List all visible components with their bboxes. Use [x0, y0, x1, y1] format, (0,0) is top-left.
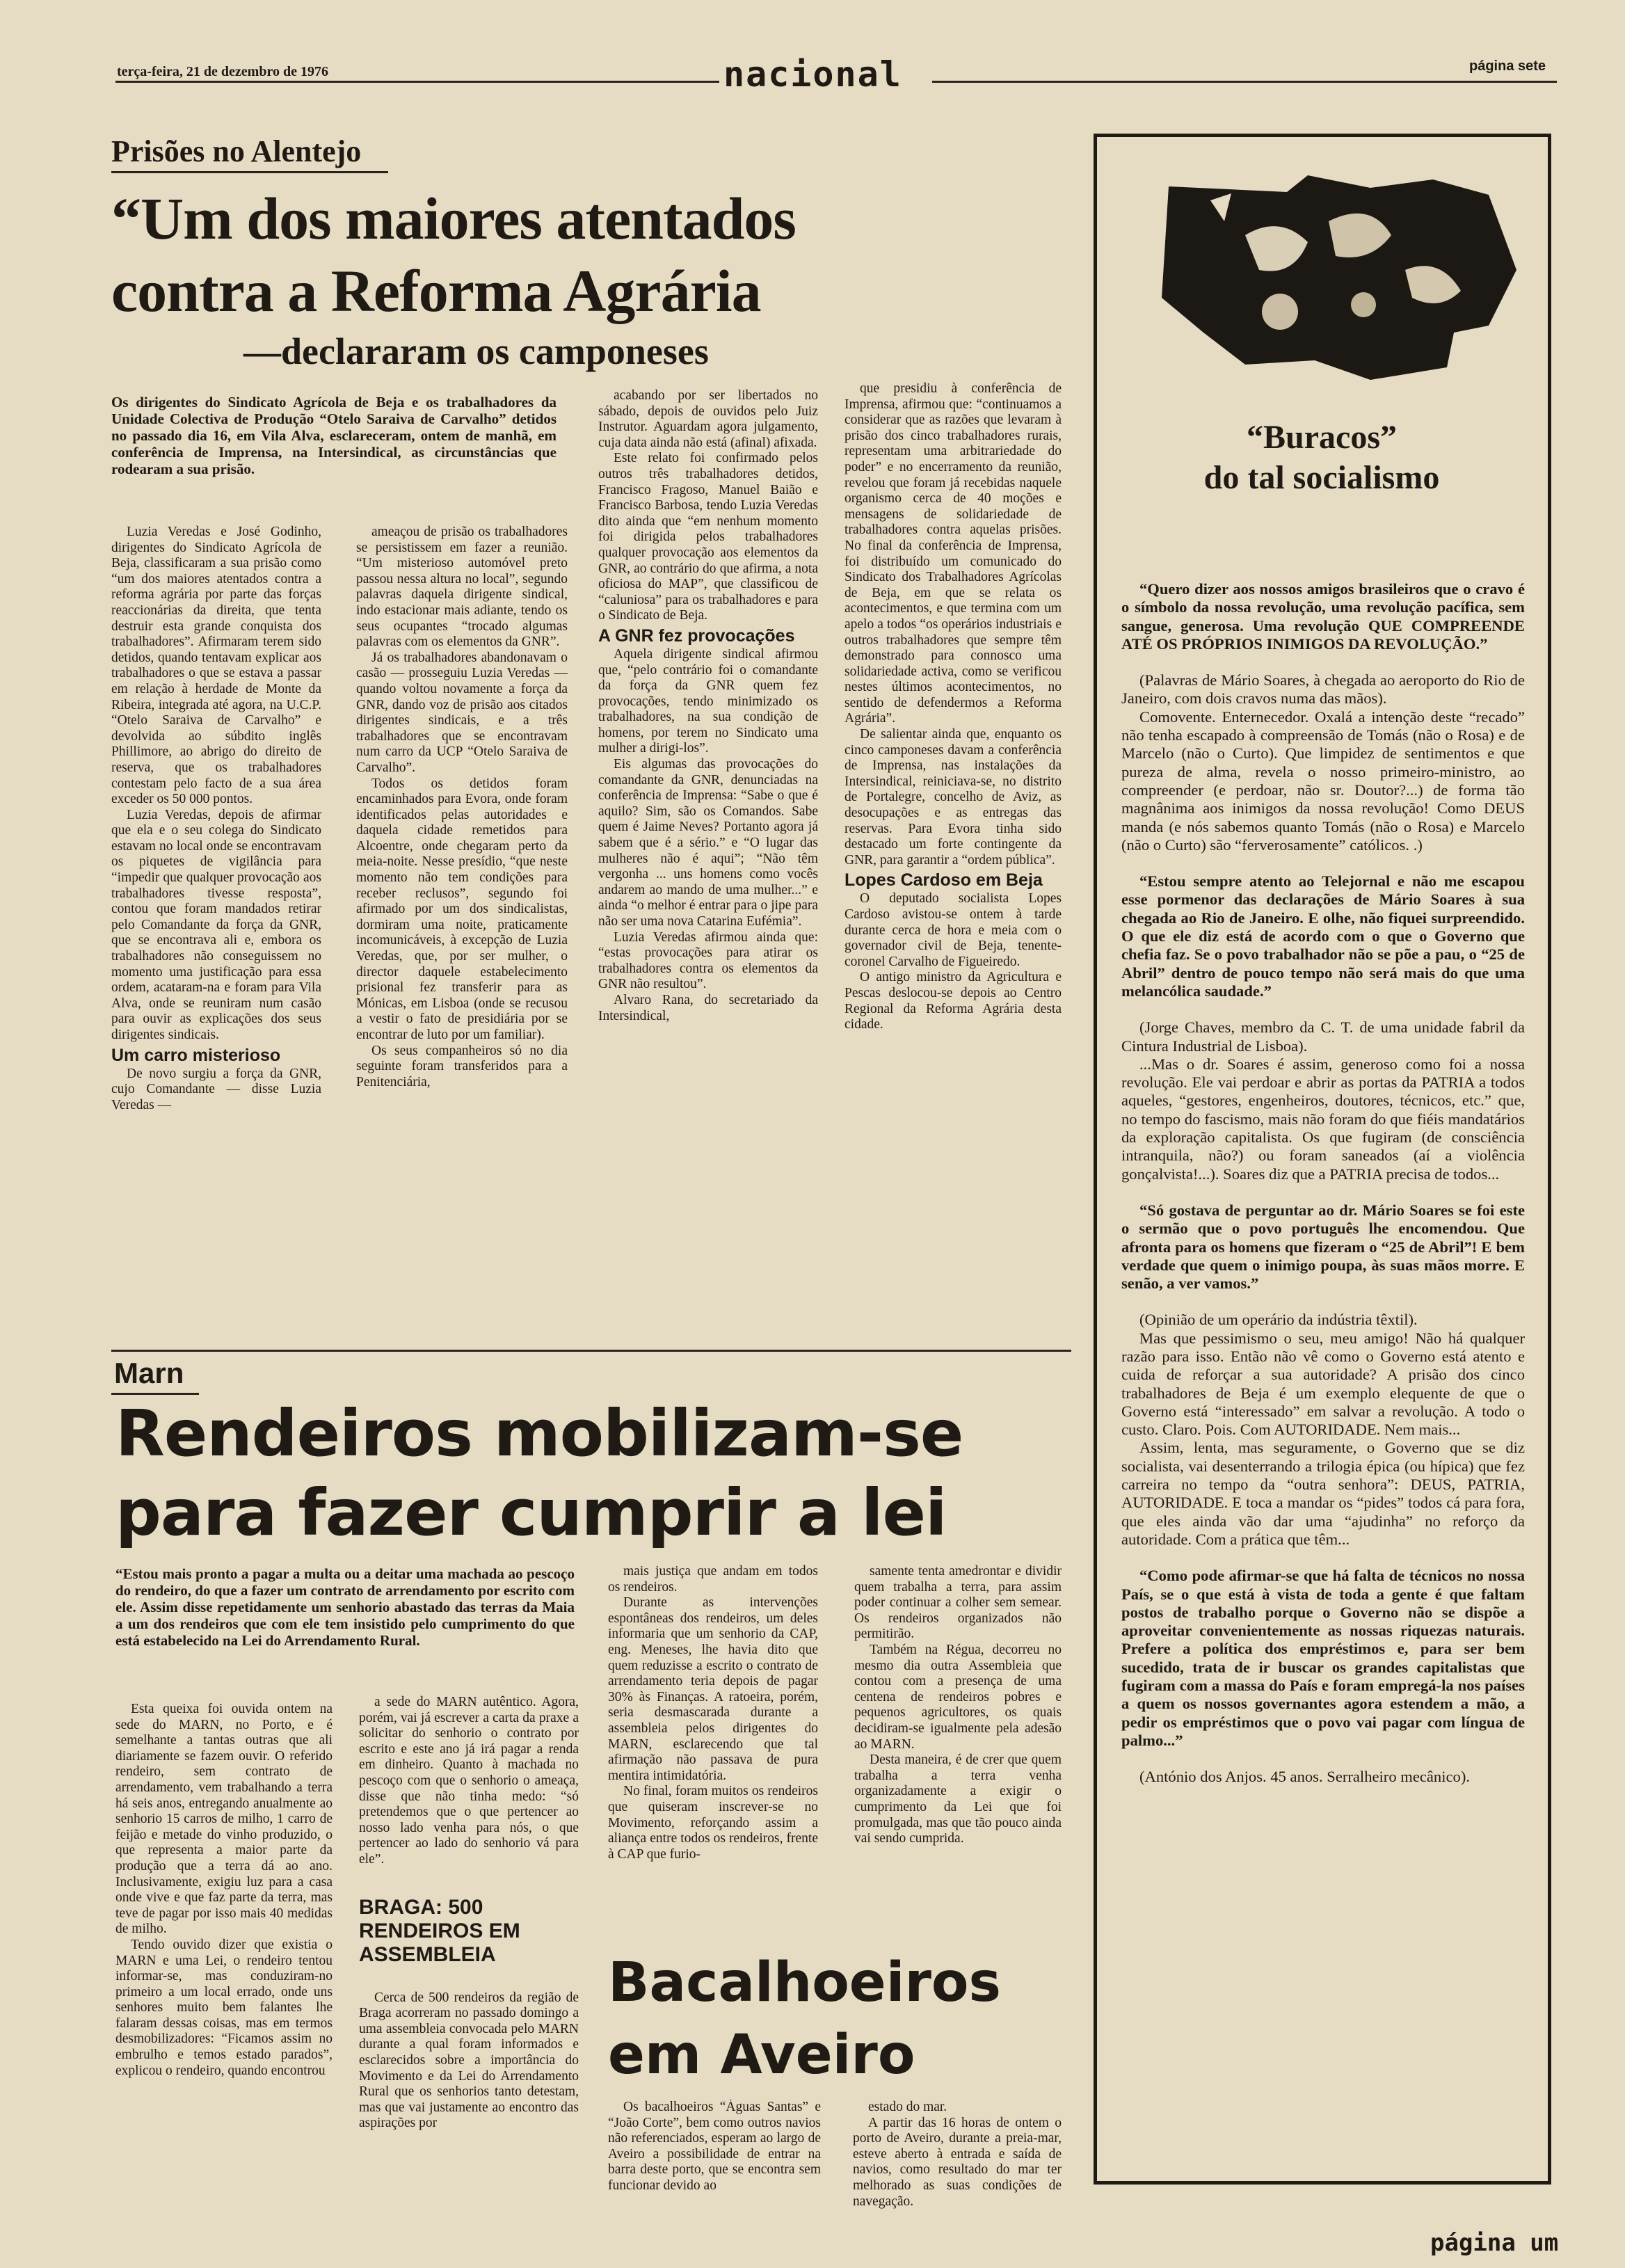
- paragraph: Os seus companheiros só no dia seguinte foram transferidos para a Penitenciária,: [356, 1043, 568, 1089]
- sidebar-quote: “Quero dizer aos nossos amigos brasileiros que o cravo é o símbolo da nossa revolução, uma revolução pacífica, sem sangue, generosa. Uma revolução QUE COMPREENDE ATÉ OS PRÓPRIOS INIMIGOS DA REVOLUÇÃO.”: [1121, 580, 1525, 653]
- sidebar-paragraph: Mas que pessimismo o seu, meu amigo! Não há qualquer razão para isso. Então não vê como o Governo está atento e cuida de reforçar a sua autoridade? A prisão dos cinco trabalhadores de Beja é um exemplo elequente de que o Governo está “interessado” em salvar a revolução. A todo o custo. Claro. Pois. Com AUTORIDADE. Nem mais...: [1121, 1329, 1525, 1439]
- header-rule-right: [932, 81, 1557, 83]
- article3-column1: [608, 2100, 821, 2239]
- article1-col1-text: [111, 525, 321, 1044]
- article2-column3: [608, 1564, 818, 1920]
- article2-col2-subhead: BRAGA: 500 RENDEIROS EM ASSEMBLEIA: [359, 1895, 520, 1966]
- issue-date: terça-feira, 21 de dezembro de 1976: [117, 64, 328, 79]
- paragraph: Todos os detidos foram encaminhados para Evora, onde foram identificados pelas autoridades e daquela cidade remetidos para Alcoentre, onde chegaram perto da meia-noite. Nesse presídio, “que neste momento não tem condições para receber reclusos”, segundo foi afirmado por um dos sindicalistas, dormiram uma noite, praticamente incomunicáveis, à excepção de Luzia Veredas, que, por ser mulher, o director daquele estabelecimento prisional fez transferir para as Mónicas, em Lisboa (onde se recusou a vestir o fato de presidiária por se encontrar de luto por um familiar).: [356, 776, 568, 1042]
- paragraph: Eis algumas das provocações do comandante da GNR, denunciadas na conferência de Imprensa: “Sabe o que é aquilo? Sim, são os Comandos. Sabe quem é Jaime Neves? Portanto agora já sabem que é a sério.” e “O lugar das mulheres não é aqui”; “Não têm vergonha ... uns homens como vocês andarem ao mando de uma mulher...” e ainda “o melhor é entrar para o jipe para não ser uma nova Catarina Eufémia”.: [598, 757, 818, 929]
- article1-title-line1: “Um dos maiores atentados: [111, 185, 796, 252]
- article2-col3-text: [608, 1564, 818, 1862]
- article3-title: [608, 1947, 1001, 2091]
- sidebar-paragraph: (Jorge Chaves, membro da C. T. de uma unidade fabril da Cintura Industrial de Lisboa).: [1121, 1019, 1525, 1055]
- article3-column2: [853, 2100, 1062, 2239]
- page-number: página sete: [1469, 58, 1546, 74]
- article1-title-line2: contra a Reforma Agrária: [111, 257, 761, 324]
- paragraph: Cerca de 500 rendeiros da região de Braga acorreram no passado domingo a uma assembleia convocada pelo MARN durante a qual foram informados e esclarecidos sobre a importância do Movimento e da Lei do Arrendamento Rural que os senhorios tanto detestam, mas que vai justamente ao encontro das aspirações por: [359, 1990, 579, 2131]
- paragraph: De salientar ainda que, enquanto os cinco camponeses davam a conferência de Imprensa, nas instalações da Intersindical, reiniciava-se, no distrito de Portalegre, concelho de Aviz, as desocupações e as entregas das reservas. Para Evora tinha sido destacado um forte contingente da GNR, para garantir a “ordem pública”.: [844, 727, 1062, 868]
- sidebar-title-line1: “Buracos”: [1247, 419, 1397, 456]
- sidebar-paragraph: (António dos Anjos. 45 anos. Serralheiro mecânico).: [1139, 1768, 1470, 1786]
- paragraph: Luzia Veredas afirmou ainda que: “estas provocações para atirar os trabalhadores contra os elementos da GNR não resultou”.: [598, 929, 818, 992]
- article1-title: [111, 182, 796, 327]
- article1-col3b-text: [598, 647, 818, 1024]
- article1-col3-subhead: A GNR fez provocações: [598, 625, 795, 646]
- paragraph: Desta maneira, é de crer que quem trabalha a terra venha organizadamente a exigir o cumprimento da Lei que foi promulgada, mas que tão pouco ainda vai sendo cumprida.: [854, 1752, 1062, 1846]
- paragraph: Luzia Veredas, depois de afirmar que ela e o seu colega do Sindicato estavam no local onde se encontravam os piquetes de vigilância para “impedir que qualquer provocação aos trabalhadores tivesse resposta”, contou que foram mandados retirar pelo Comandante da força da GNR, que se encontrava ali e, embora os trabalhadores não conseguissem no momento uma justificação para essa ordem, acataram-na e foram para Vila Alva, onde se reuniram num casão para ouvir as explicações dos seus dirigentes sindicais.: [111, 807, 321, 1042]
- article1-col3-text: [598, 388, 818, 624]
- sidebar-illustration-graphic: [1141, 159, 1530, 388]
- paragraph: Alvaro Rana, do secretariado da Intersindical,: [598, 992, 818, 1023]
- article-divider: [111, 1350, 1071, 1352]
- sidebar-paragraph: (Opinião de um operário da indústria têxtil).: [1139, 1311, 1418, 1329]
- article1-col1-subhead: Um carro misterioso: [111, 1045, 281, 1065]
- article1-col1b-text: [111, 1067, 321, 1114]
- sidebar-quote: “Estou sempre atento ao Telejornal e não me escapou esse pormenor das declarações de Mário Soares à sua chegada ao Rio de Janeiro. E olhe, não fiquei surpreendido. O que ele diz está de acordo com o que o Governo que chefia faz. Se o povo trabalhador não se põe a pau, o “25 de Abril” dentro de pouco tempo não será mais do que uma melancólica saudade.”: [1121, 872, 1525, 1000]
- paragraph: Esta queixa foi ouvida ontem na sede do MARN, no Porto, e é semelhante a tantas outras que ali diariamente se fazem ouvir. O referido rendeiro, sem contrato de arrendamento, vem trabalhando a terra há seis anos, entregando anualmente ao senhorio 15 carros de milho, 1 carro de feijão e metade do vinho produzido, o que representa a maior parte da produção que a terra dá ao ano. Inclusivamente, exigiu luz para a casa onde vive e que faz parte da terra, mas teve de pagar por isso mais 40 medidas de milho.: [115, 1702, 333, 1937]
- sidebar-paragraph: ...Mas o dr. Soares é assim, generoso como foi a nossa revolução. Ele vai perdoar e abrir as portas da PATRIA a todos aqueles, “gestores, engenheiros, doutores, técnicos, etc.” que, no tempo do fascismo, mais não foram do que fiéis mandatários da exploração capitalista. Os que fugiram (de consciência intranquila, não?) ou foram saneados (aí a violência gonçalvista!...). Soares diz que a PATRIA precisa de todos...: [1121, 1055, 1525, 1183]
- article2-title: [115, 1394, 963, 1553]
- sidebar-title: [1113, 417, 1530, 498]
- article2-col1-text: [115, 1702, 333, 2079]
- paragraph: O antigo ministro da Agricultura e Pescas deslocou-se depois ao Centro Regional da Reforma Agrária desta cidade.: [844, 970, 1062, 1032]
- article1-col4-text: [844, 381, 1062, 868]
- paragraph: ameaçou de prisão os trabalhadores se persistissem em fazer a reunião. “Um misterioso automóvel preto passou nessa altura no local”, segundo palavras daquela dirigente sindical, indo estacionar mais adiante, tendo os seus ocupantes “trocado algumas palavras com os elementos da GNR”.: [356, 525, 568, 650]
- paragraph: Os bacalhoeiros “Águas Santas” e “João Corte”, bem como outros navios não referenciados, esperam ao largo de Aveiro a possibilidade de entrar na barra deste porto, que se encontra sem funcionar devido ao: [608, 2100, 821, 2193]
- article1-lead: Os dirigentes do Sindicato Agrícola de Beja e os trabalhadores da Unidade Colectiva de Produção “Otelo Saraiva de Carvalho” detidos no passado dia 16, em Vila Alva, esclareceram, ontem de manhã, em conferência de Imprensa, na Intersindical, as circunstâncias que rodearam a sua prisão.: [111, 394, 557, 477]
- header-rule-left: [115, 81, 719, 83]
- paragraph: Já os trabalhadores abandonavam o casão — prosseguiu Luzia Veredas — quando voltou novamente a força da GNR, dando voz de prisão aos citados dirigentes sindicais, e a três trabalhadores que se encontravam num carro da UCP “Otelo Saraiva de Carvalho”.: [356, 650, 568, 775]
- paragraph: De novo surgiu a força da GNR, cujo Comandante — disse Luzia Veredas —: [111, 1066, 321, 1112]
- article2-title-line1: Rendeiros mobilizam-se: [115, 1396, 963, 1471]
- article2-column1: [115, 1702, 333, 2236]
- article1-subtitle: —declararam os camponeses: [243, 330, 709, 372]
- paragraph: Também na Régua, decorreu no mesmo dia outra Assembleia que contou com a presença de uma centena de rendeiros pobres e pequenos agricultores, os quais decidiram-se igualmente pela adesão ao MARN.: [854, 1642, 1062, 1752]
- article2-kicker: Marn: [114, 1357, 184, 1389]
- article1-col4-subhead: Lopes Cardoso em Beja: [844, 870, 1043, 891]
- paragraph: Este relato foi confirmado pelos outros três trabalhadores detidos, Francisco Fragoso, Manuel Baião e Francisco Barbosa, tendo Luzia Veredas dito ainda que “em nenhum momento foi dirigida pelos trabalhadores qualquer provocação aos elementos da GNR, ao contrário do que afirma, a nota oficiosa do MAP”, que classificou de “caluniosa” para os trabalhadores e para o Sindicato de Beja.: [598, 451, 818, 623]
- sidebar-paragraph: (Palavras de Mário Soares, à chegada ao aeroporto do Rio de Janeiro, com dois cravos numa das mãos).: [1121, 671, 1525, 708]
- article1-column3: [598, 388, 818, 1345]
- sidebar-quote: “Só gostava de perguntar ao dr. Mário Soares se foi este o sermão que o povo português lhe encomendou. Que afronta para os homens que fizeram o “25 de Abril”! E bem verdade que quem o inimigo poupa, às suas mãos morre. E senão, a ver vamos.”: [1121, 1201, 1525, 1293]
- article2-lead: “Estou mais pronto a pagar a multa ou a deitar uma machada ao pescoço do rendeiro, do que a fazer um contrato de arrendamento por escrito com ele. Assim disse repetidamente um senhorio abastado das terras da Maia a um dos rendeiros que com ele tem insistido pelo cumprimento do que está estabelecido na Lei do Arrendamento Rural.: [115, 1565, 575, 1649]
- paragraph: Durante as intervenções espontâneas dos rendeiros, um deles informaria que um senhorio da CAP, eng. Meneses, lhe havia dito que quem reduzisse a escrito o contrato de arrendamento teria depois de pagar 30% às Finanças. A ratoeira, porém, seria desmascarada durante a assembleia pelos dirigentes do MARN, esclarecendo que tal afirmação não passava de pura mentira intimidatória.: [608, 1595, 818, 1783]
- article1-kicker-rule: [111, 171, 388, 173]
- article1-col2-text: [356, 525, 568, 1090]
- article3-col1-text: [608, 2100, 821, 2194]
- sidebar-paragraph: Comovente. Enternecedor. Oxalá a intenção deste “recado” não tenha escapado à compreensão de Tomás (não o Rosa) e de Marcelo (não o Curto). Que limpidez de sentimentos e que pureza de alma, revela o nosso primeiro-ministro, ao compreender (e perdoar, não sr. Doutor?...) de forma tão magnânima aos inimigos da nossa revolução! Como DEUS manda (e nós sabemos quanto Tomás (não o Rosa) e Marcelo (não o Curto) são “ferverosamente” católicos. .): [1121, 708, 1525, 854]
- article1-column4: [844, 381, 1062, 1345]
- article3-title-line2: em Aveiro: [608, 2024, 915, 2086]
- paragraph: acabando por ser libertados no sábado, depois de ouvidos pelo Juiz Instrutor. Aguardam agora julgamento, cuja data ainda não está (afinal) afixada.: [598, 388, 818, 450]
- sidebar-paragraph: Assim, lenta, mas seguramente, o Governo que se diz socialista, vai desenterrando a trilogia épica (ou hípica) que fez carreira no tempo da “outra senhora”: DEUS, PATRIA, AUTORIDADE. E toca a mandar os “pides” todos cá para fora, que eles ainda vão dar uma “ajudinha” no reforço da autoridade. Com a prática que têm...: [1121, 1439, 1525, 1548]
- sidebar-text: [1121, 580, 1525, 2153]
- paragraph: Tendo ouvido dizer que existia o MARN e uma Lei, o rendeiro tentou informar-se, mas conduziram-no primeiro a um local errado, onde uns senhores muito bem falantes lhe falaram dessas coisas, mas em termos desmobilizadores: “Ficamos assim no embrulho e temos estado parados”, explicou o rendeiro, quando encontrou: [115, 1937, 333, 2078]
- article2-column4: [854, 1564, 1062, 1920]
- sidebar-illustration: [1141, 159, 1530, 388]
- article2-col2b-text: [359, 1990, 579, 2132]
- article1-kicker: Prisões no Alentejo: [111, 134, 362, 168]
- paragraph: samente tenta amedrontar e dividir quem trabalha a terra, para assim poder continuar a colher sem semear. Os rendeiros organizados não permitirão.: [854, 1564, 1062, 1642]
- paragraph: estado do mar.: [868, 2100, 947, 2114]
- article2-col2-text: [359, 1695, 579, 1868]
- sidebar-quote: “Como pode afirmar-se que há falta de técnicos no nossa País, se o que está à vista de toda a gente é que faltam postos de trabalho porque o Governo não se dispõe a aproveitar convenientemente as nossas riquezas naturais. Prefere a política dos empréstimos e, para ser bem sucedido, trata de ir buscar os grandes capitalistas que fugiram com a massa do País e foram empregá-la nos países a quem os nossos governantes agora estendem a mão, a pedir os empréstimos que o povo vai pagar com língua de palmo...”: [1121, 1567, 1525, 1749]
- article2-col4-text: [854, 1564, 1062, 1847]
- section-name: nacional: [723, 54, 902, 95]
- article1-column1: [111, 525, 321, 1345]
- article3-title-line1: Bacalhoeiros: [608, 1951, 1001, 2014]
- article2-column2: [359, 1695, 579, 2236]
- paragraph: que presidiu à conferência de Imprensa, afirmou que: “continuamos a considerar que as razões que levaram à prisão dos cinco trabalhadores rurais, representam uma arbitrariedade do poder” e no encerramento da reunião, revelou que foram já recebidas naquele organismo cerca de 40 moções e mensagens de solidariedade de trabalhadores contra aquelas prisões. No final da conferência de Imprensa, foi distribuído um comunicado do Sindicato dos Trabalhadores Agrícolas de Beja, em que se relata os acontecimentos, e que termina com um apelo a todos “os operários industriais e outros trabalhadores que sempre têm demonstrado para connosco uma solidariedade activa, como se verificou nestes últimos acontecimentos, no sentido de defendermos a Reforma Agrária”.: [844, 381, 1062, 726]
- footer-page-tag: página um: [1430, 2229, 1559, 2257]
- paragraph: Aquela dirigente sindical afirmou que, “pelo contrário foi o comandante da força da GNR quem fez provocações, tendo minimizado os trabalhadores, na sua condição de homens, por terem no Sindicato uma mulher a dirigi-los”.: [598, 646, 818, 756]
- sidebar-title-line2: do tal socialismo: [1203, 459, 1440, 496]
- paragraph: O deputado socialista Lopes Cardoso avistou-se ontem à tarde durante cerca de hora e meia com o governador civil de Beja, tenente-coronel Carvalho de Figueiredo.: [844, 891, 1062, 969]
- article2-title-line2: para fazer cumprir a lei: [115, 1476, 947, 1550]
- article1-col4b-text: [844, 891, 1062, 1032]
- paragraph: No final, foram muitos os rendeiros que quiseram inscrever-se no Movimento, reforçando assim a aliança entre todos os rendeiros, frente à CAP que furio-: [608, 1784, 818, 1862]
- paragraph: mais justiça que andam em todos os rendeiros.: [608, 1564, 818, 1595]
- paragraph: A partir das 16 horas de ontem o porto de Aveiro, durante a preia-mar, esteve aberto à entrada e saída de navios, como resultado do mar ter melhorado as suas condições de navegação.: [853, 2115, 1062, 2209]
- paragraph: a sede do MARN autêntico. Agora, porém, vai já escrever a carta da praxe a solicitar do senhorio o contrato por escrito e este ano já irá pagar a renda em dinheiro. Quanto à machada no pescoço com que o senhorio o ameaça, disse que não tinha medo: “só pretendemos que o que pertencer ao nosso lado venha para nós, o que pertencer ao lado do senhorio vá para ele”.: [359, 1695, 579, 1867]
- article1-column2: [356, 525, 568, 1345]
- article3-col2-text: [853, 2100, 1062, 2210]
- paragraph: Luzia Veredas e José Godinho, dirigentes do Sindicato Agrícola de Beja, classificaram a sua prisão como “um dos maiores atentados contra a reforma agrária por parte das forças reaccionárias da direita, que tenta destruir esta grande conquista dos trabalhadores”. Afirmaram terem sido detidos, quando tentavam explicar aos trabalhadores o que se estava a passar em relação à herdade de Monte da Ribeira, integrada até agora, na U.C.P. “Otelo Saraiva de Carvalho” e devolvida ao súbdito inglês Phillimore, ao abrigo do direito de reserva, que os trabalhadores contestam pelo facto de a sua área exceder os 50 000 pontos.: [111, 525, 321, 807]
